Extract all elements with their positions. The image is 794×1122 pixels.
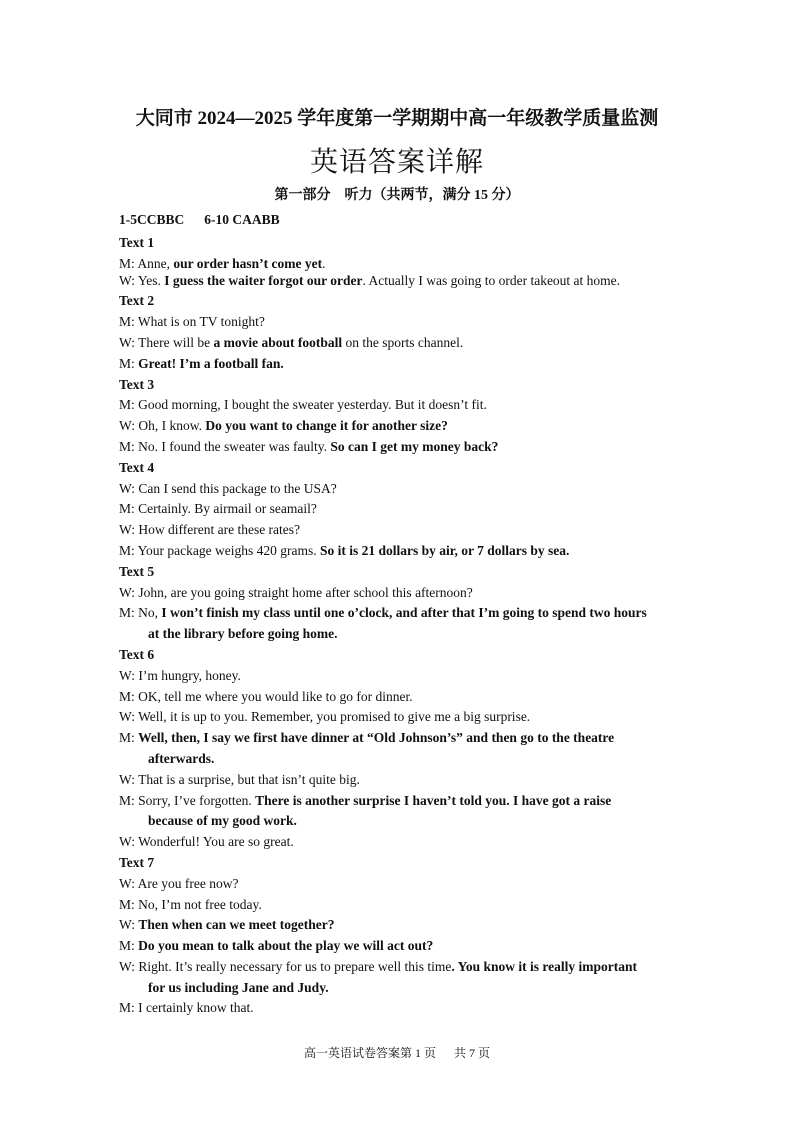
answer-key-1-5: 1-5CCBBC [119, 212, 185, 227]
transcript-line: W: Can I send this package to the USA? [119, 480, 337, 496]
transcript-line: M: Your package weighs 420 grams. So it is 21 dollars by air, or 7 dollars by sea. [119, 542, 570, 558]
transcript-line: M: Do you mean to talk about the play we will act out? [119, 938, 434, 954]
transcript-line: W: Right. It’s really necessary for us to prepare well this time. You know it is really important for us including Jane and Judy. [119, 958, 638, 995]
transcript-line: W: Well, it is up to you. Remember, you promised to give me a big surprise. [119, 709, 531, 725]
transcript-line: M: I certainly know that. [119, 1000, 254, 1016]
transcript-line: W: Wonderful! You are so great. [119, 834, 294, 850]
transcript-line: M: Sorry, I’ve forgotten. There is another surprise I haven’t told you. I have got a raise because of my good work. [119, 792, 612, 829]
answer-key-6-10: 6-10 CAABB [204, 212, 280, 227]
transcript-line: M: Good morning, I bought the sweater yesterday. But it doesn’t fit. [119, 397, 487, 413]
transcript-line: W: That is a surprise, but that isn’t quite big. [119, 771, 360, 787]
exam-title: 大同市 2024—2025 学年度第一学期期中高一年级教学质量监测 [135, 108, 659, 129]
answer-key [119, 212, 280, 228]
text-label: Text 1 [119, 235, 155, 250]
transcript-line: M: Anne, our order hasn’t come yet. [119, 255, 326, 271]
transcript-line: W: Oh, I know. Do you want to change it for another size? [119, 418, 448, 434]
transcript-line: M: Great! I’m a football fan. [119, 355, 284, 371]
transcript-line: M: No, I’m not free today. [119, 896, 262, 912]
transcript-line: M: No, I won’t finish my class until one o’clock, and after that I’m going to spend two hours at the library before going home. [119, 605, 647, 642]
text-label: Text 7 [119, 854, 155, 870]
section-title: 第一部分 听力（共两节，满分 15 分） [274, 188, 520, 203]
text-label: Text 6 [119, 646, 155, 662]
transcript-line: M: OK, tell me where you would like to go for dinner. [119, 688, 413, 704]
transcript-line: M: What is on TV tonight? [119, 314, 265, 330]
transcript-line: W: Yes. I guess the waiter forgot our order. Actually I was going to order takeout at home. [119, 272, 621, 288]
page-title: 英语答案详解 [309, 147, 484, 178]
text-label: Text 4 [119, 459, 155, 475]
text-label: Text 5 [119, 563, 155, 579]
text-label: Text 2 [119, 293, 155, 309]
transcript-line: W: Then when can we meet together? [119, 917, 335, 933]
transcript-line: M: Well, then, I say we first have dinner at “Old Johnson’s” and then go to the theatre afterwards. [119, 730, 615, 766]
page-total: 共 7 页 [454, 1046, 491, 1060]
transcript [119, 233, 675, 1019]
transcript-line: W: John, are you going straight home after school this afternoon? [119, 584, 473, 600]
transcript-line: W: Are you free now? [119, 875, 239, 891]
page-footer [0, 1044, 794, 1061]
transcript-line: W: How different are these rates? [119, 522, 301, 538]
transcript-line: M: Certainly. By airmail or seamail? [119, 501, 317, 517]
transcript-line: W: I’m hungry, honey. [119, 667, 241, 683]
transcript-line: W: There will be a movie about football on the sports channel. [119, 334, 464, 350]
page-number: 高一英语试卷答案第 1 页 [303, 1046, 436, 1060]
transcript-line: M: No. I found the sweater was faulty. So can I get my money back? [119, 438, 499, 454]
text-label: Text 3 [119, 376, 155, 392]
